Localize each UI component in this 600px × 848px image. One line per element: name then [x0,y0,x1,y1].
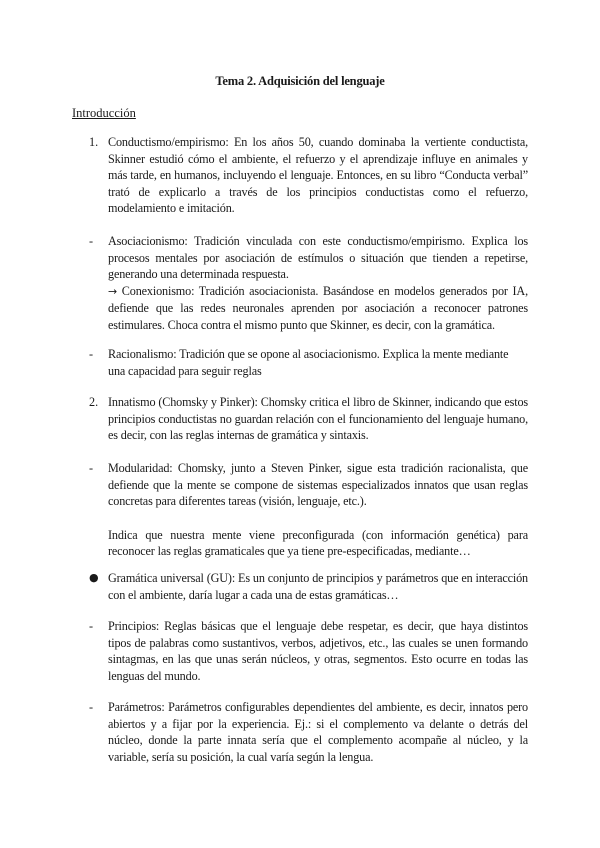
paragraph-asociacionismo [108,233,528,333]
list-item-innatismo [72,394,528,444]
right-arrow-icon: → [108,284,118,298]
paragraph-racionalismo: Racionalismo: Tradición que se opone al asociacionismo. Explica la mente mediante una capacidad para seguir reglas [108,347,509,378]
list-item-principios [72,618,528,684]
bullet-dot-icon: ● [89,571,99,584]
list-item-racionalismo [72,346,528,379]
asociacionismo-text: Asociacionismo: Tradición vinculada con este conductismo/empirismo. Explica los procesos mentales por asociación de estímulos o situación que tienden a repetirse, generando una determinada respuesta. [108,234,528,281]
paragraph-conductismo: Conductismo/empirismo: En los años 50, cuando dominaba la vertiente conductista, Skinner estudió cómo el ambiente, el refuerzo y el aprendizaje influye en animales y más tarde, en humanos, incluyendo el lenguaje. Entonces, en su libro “Conducta verbal” trató de explicarlo a través de los principios conductistas como el refuerzo, modelamiento e imitación. [108,135,528,215]
list-number: 1. [89,135,99,149]
conexionismo-subitem [108,283,528,334]
dash-marker: - [89,700,94,714]
conexionismo-text: Conexionismo: Tradición asociacionista. Basándose en modelos generados por IA, defiende que las redes neuronales aprenden por asociación a reconocer patrones estimulares. Choca contra el mismo punto que Skinner, es decir, con la gramática. [108,283,528,332]
dash-marker: - [89,619,94,633]
paragraph-principios: Principios: Reglas básicas que el lenguaje debe respetar, es decir, que haya distintos tipos de palabras como sustantivos, verbos, adjetivos, etc., las cuales se unen formando sintagmas, en las que unas serán núcleos, y otras, segmentos. Esto ocurre en todas las lenguas del mundo. [108,619,528,683]
document-title: Tema 2. Adquisición del lenguaje [215,74,385,88]
section-heading-introduccion: Introducción [72,106,136,120]
dash-marker: - [89,461,94,475]
dash-marker: - [89,347,94,361]
paragraph-modularidad-indica: Indica que nuestra mente viene preconfigurada (con información genética) para reconocer las reglas gramaticales que ya tiene pre-especificadas, mediante… [108,527,528,558]
list-item-parametros [72,699,528,765]
paragraph-innatismo: Innatismo (Chomsky y Pinker): Chomsky critica el libro de Skinner, indicando que estos principios conductistas no guardan relación con el funcionamiento del lenguaje humano, es decir, con las reglas internas de gramática y sintaxis. [108,395,528,442]
list-item-asociacionismo [72,233,528,333]
paragraph-gramatica-universal: Gramática universal (GU): Es un conjunto de principios y parámetros que en interacción con el ambiente, daría lugar a cada una de estas gramáticas… [108,571,528,602]
list-item-modularidad [72,460,528,560]
list-item-conductismo [72,134,528,217]
list-number: 2. [89,395,99,409]
list-item-gramatica-universal [72,570,528,603]
paragraph-modularidad: Modularidad: Chomsky, junto a Steven Pinker, sigue esta tradición racionalista, que defiende que la mente se compone de sistemas especializados innatos que usan reglas concretas para diferentes tareas (visión, lenguaje, etc.). [108,461,528,508]
dash-marker: - [89,234,94,248]
paragraph-parametros: Parámetros: Parámetros configurables dependientes del ambiente, es decir, innatos pero abiertos y a fijar por la experiencia. Ej.: si el complemento va delante o detrás del núcleo, donde la parte innata sería que el complemento acompañe al núcleo, y la variable, sería su posición, la cual varía según la lengua. [108,700,528,764]
